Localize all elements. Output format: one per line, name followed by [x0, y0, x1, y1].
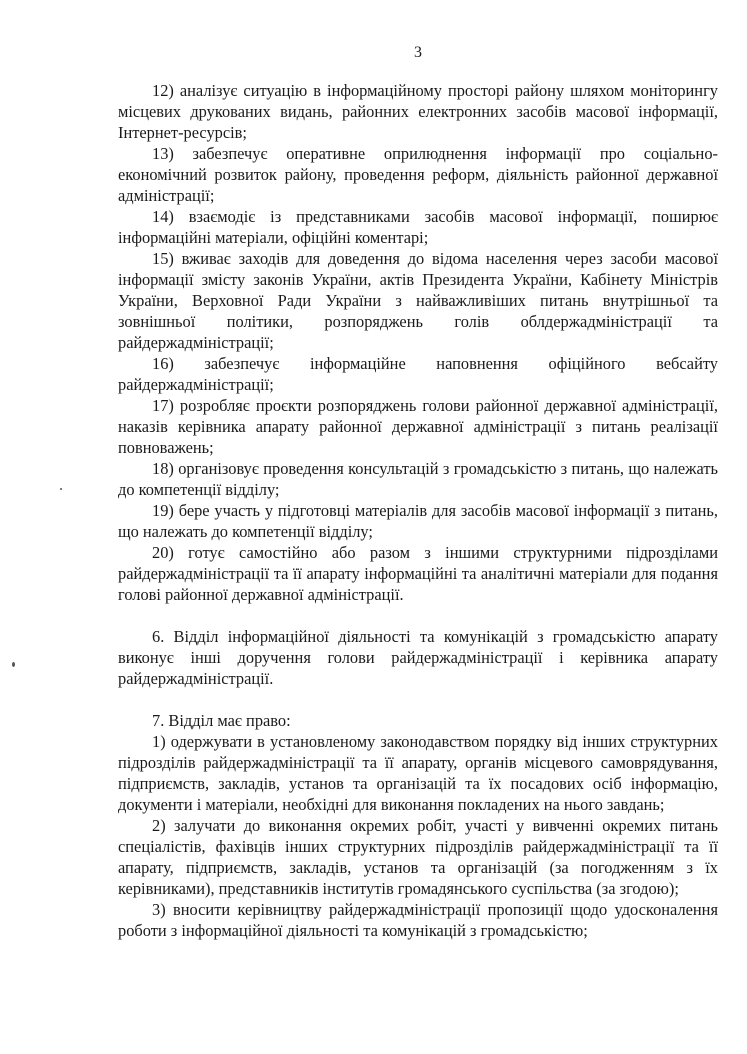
- item-14: 14) взаємодіє із представниками засобів масової інформації, поширює інформаційні матеріали, офіційні коментарі;: [118, 207, 718, 247]
- item-17: 17) розробляє проєкти розпоряджень голови районної державної адміністрації, наказів керівника апарату районної державної адміністрації з питань реалізації повноважень;: [118, 396, 718, 457]
- document-body: [118, 80, 718, 941]
- scan-speck: [12, 662, 15, 667]
- item-15: 15) вживає заходів для доведення до відома населення через засоби масової інформації змісту законів України, актів Президента України, Кабінету Міністрів України, Верховної Ради України з найважливіших питань внутрішньої та зовнішньої політики, розпоряджень голів облдержадміністрації та райдержадміністрації;: [118, 249, 718, 352]
- spacer: [118, 689, 718, 710]
- section-7-title: 7. Відділ має право:: [152, 711, 291, 730]
- right-1: 1) одержувати в установленому законодавством порядку від інших структурних підрозділів райдержадміністрації та її апарату, органів місцевого самоврядування, підприємств, закладів, установ та організацій та їх посадових осіб інформацію, документи і матеріали, необхідні для виконання покладених на нього завдань;: [118, 732, 718, 814]
- document-page: [118, 0, 718, 1054]
- right-3: 3) вносити керівництву райдержадміністрації пропозиції щодо удосконалення роботи з інформаційної діяльності та комунікацій з громадськістю;: [118, 900, 718, 940]
- scan-speck: [60, 488, 62, 490]
- section-6: 6. Відділ інформаційної діяльності та комунікацій з громадськістю апарату виконує інші доручення голови райдержадміністрації і керівника апарату райдержадміністрації.: [118, 627, 718, 688]
- spacer: [118, 605, 718, 626]
- page-number: 3: [414, 44, 422, 61]
- item-12: 12) аналізує ситуацію в інформаційному просторі району шляхом моніторингу місцевих друкованих видань, районних електронних засобів масової інформації, Інтернет-ресурсів;: [118, 81, 718, 142]
- item-19: 19) бере участь у підготовці матеріалів для засобів масової інформації з питань, що належать до компетенції відділу;: [118, 501, 718, 541]
- item-13: 13) забезпечує оперативне оприлюднення інформації про соціально-економічний розвиток району, проведення реформ, діяльність районної державної адміністрації;: [118, 144, 718, 205]
- right-2: 2) залучати до виконання окремих робіт, участі у вивченні окремих питань спеціалістів, фахівців інших структурних підрозділів райдержадміністрації та її апарату, підприємств, закладів, установ та організацій (за погодженням з їх керівниками), представників інститутів громадянського суспільства (за згодою);: [118, 816, 718, 898]
- item-20: 20) готує самостійно або разом з іншими структурними підрозділами райдержадміністрації та її апарату інформаційні та аналітичні матеріали для подання голові районної державної адміністрації.: [118, 543, 718, 604]
- item-18: 18) організовує проведення консультацій з громадськістю з питань, що належать до компетенції відділу;: [118, 459, 718, 499]
- item-16: 16) забезпечує інформаційне наповнення офіційного вебсайту райдержадміністрації;: [118, 354, 718, 394]
